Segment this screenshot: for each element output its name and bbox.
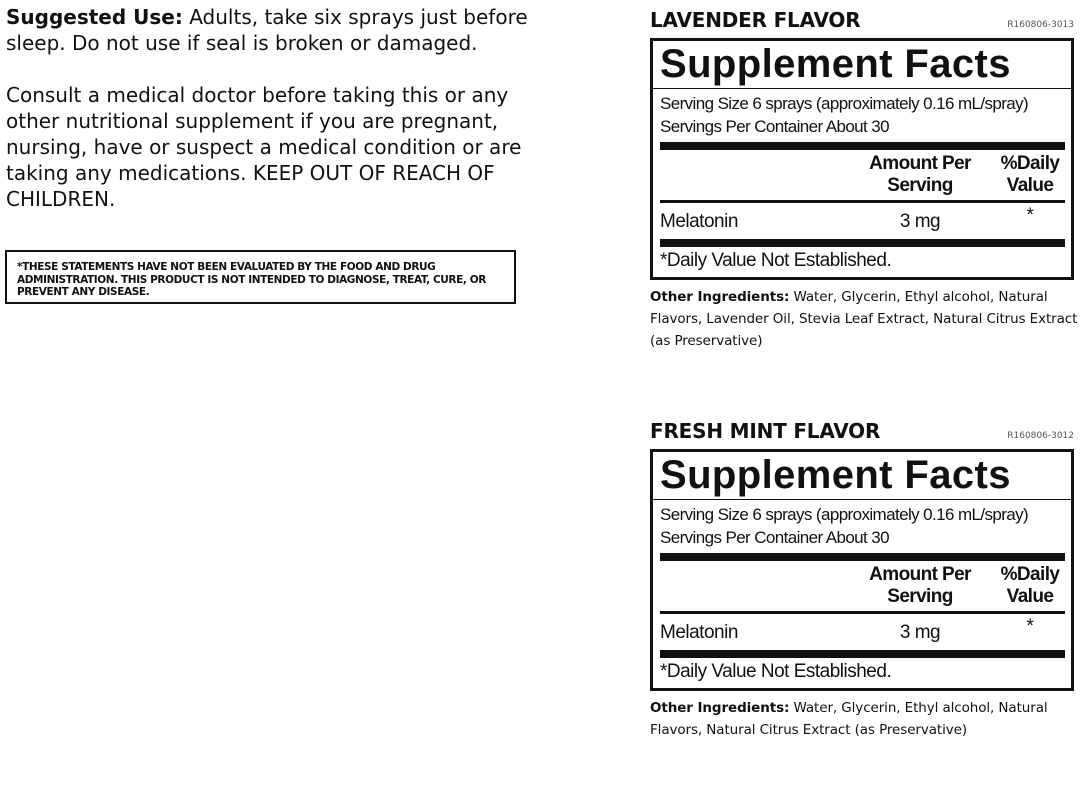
nutrient-amount: 3 mg (899, 211, 941, 232)
facts-title: Supplement Facts (660, 453, 1011, 497)
amount-per-serving-header: Amount Per Serving (869, 153, 971, 196)
servings-per-container: Servings Per Container About 30 (660, 117, 889, 136)
other-ingredients (650, 286, 1080, 352)
other-ingredients (650, 697, 1080, 741)
suggested-use-label: Suggested Use: (6, 5, 183, 29)
fda-disclaimer-box: *THESE STATEMENTS HAVE NOT BEEN EVALUATED BY THE FOOD AND DRUG ADMINISTRATION. THIS PRODUCT IS NOT INTENDED TO DIAGNOSE, TREAT, CURE, OR PREVENT ANY DISEASE. (5, 250, 516, 304)
suggested-use-paragraph (6, 4, 546, 56)
heavy-divider (660, 142, 1065, 150)
lot-code: R160806-3012 (1007, 431, 1074, 441)
divider (653, 88, 1071, 89)
ingredients-text: Water, Glycerin, Ethyl alcohol, Natural Flavors, Lavender Oil, Stevia Leaf Extract, Natural Citrus Extract (as Preservative) (650, 289, 1078, 349)
nutrient-name: Melatonin (660, 211, 738, 232)
flavor-title: FRESH MINT FLAVOR (650, 419, 881, 443)
fresh-mint-facts-group (650, 417, 1080, 741)
panel-header (650, 417, 1080, 449)
supplement-facts-panel (650, 449, 1074, 691)
lavender-facts-group (650, 6, 1080, 352)
column-headers (660, 561, 1065, 611)
nutrient-name: Melatonin (660, 622, 738, 643)
heavy-divider (660, 239, 1065, 247)
daily-value-header: %Daily Value (1000, 153, 1060, 196)
ingredients-text: Water, Glycerin, Ethyl alcohol, Natural Flavors, Natural Citrus Extract (as Preservative) (650, 700, 1048, 738)
nutrient-daily-value: * (1026, 205, 1034, 226)
amount-per-serving-header: Amount Per Serving (869, 564, 971, 607)
nutrient-row (660, 203, 1065, 239)
heavy-divider (660, 650, 1065, 658)
flavor-title: LAVENDER FLAVOR (650, 8, 861, 32)
nutrient-row (660, 614, 1065, 650)
column-headers (660, 150, 1065, 200)
panel-header (650, 6, 1080, 38)
heavy-divider (660, 553, 1065, 561)
nutrient-amount: 3 mg (899, 622, 941, 643)
ingredients-label: Other Ingredients: (650, 289, 790, 305)
nutrient-daily-value: * (1026, 616, 1034, 637)
serving-size: Serving Size 6 sprays (approximately 0.16 mL/spray) (660, 94, 1029, 113)
ingredients-label: Other Ingredients: (650, 700, 790, 716)
divider (653, 499, 1071, 500)
servings-per-container: Servings Per Container About 30 (660, 528, 889, 547)
facts-title: Supplement Facts (660, 42, 1011, 86)
warning-paragraph: Consult a medical doctor before taking this or any other nutritional supplement if you are pregnant, nursing, have or suspect a medical condition or are taking any medications. KEEP OUT OF REACH OF CHILDREN. (6, 83, 522, 211)
serving-size: Serving Size 6 sprays (approximately 0.16 mL/spray) (660, 505, 1029, 524)
usage-instructions (6, 4, 546, 212)
lot-code: R160806-3013 (1007, 20, 1074, 30)
supplement-facts-panel (650, 38, 1074, 280)
footnote: *Daily Value Not Established. (660, 250, 892, 271)
suggested-use-text: Adults, take six sprays just before sleep. Do not use if seal is broken or damaged. (6, 5, 528, 55)
footnote: *Daily Value Not Established. (660, 661, 892, 682)
daily-value-header: %Daily Value (1000, 564, 1060, 607)
